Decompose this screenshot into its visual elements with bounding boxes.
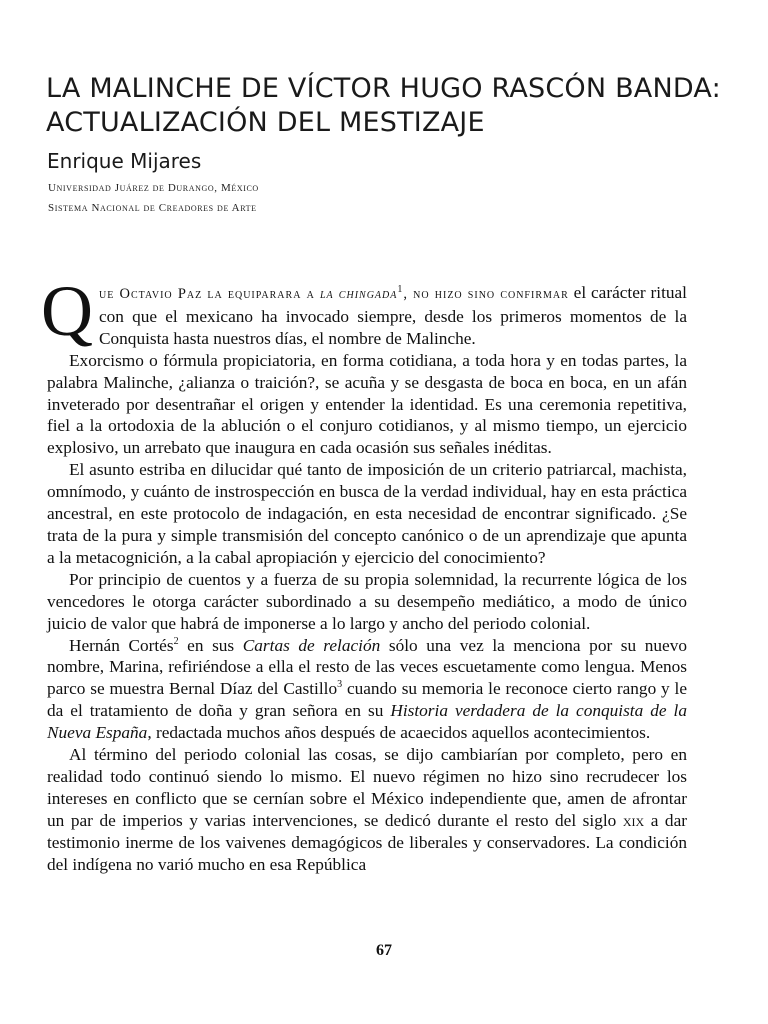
paragraph-1 — [41, 271, 687, 351]
article-title — [46, 72, 736, 140]
article-body — [41, 271, 688, 875]
paragraph-5: Hernán Cortés$^2$ en sus Cartas de relación sólo una vez la menciona por su nuevo nombre, Marina, refiriéndose a ella el resto de las veces escuetamente como lengua. Menos parco se muestra Bernal Díaz del Castillo$^3$ cuando su memoria le reconoce cierto rango y le da el tratamiento de doña y gran señora en su Historia verdadera de la conquista de la Nueva España, redactada muchos años después de acaecidos aquellos acontecimientos. — [47, 635, 688, 743]
footnote-ref-3[interactable]: 3 — [337, 679, 343, 691]
drop-cap: Q — [41, 271, 93, 351]
affiliation-sistema: Sistema Nacional de Creadores de Arte — [48, 202, 257, 214]
paragraph-3: El asunto estriba en dilucidar qué tanto de imposición de un criterio patriarcal, machista, omnímodo, y cuánto de instrospección en busca de la verdad individual, hay en esta práctica ancestral, en este protocolo de indagación, en esta necesidad de encontrar significado. ¿Se trata de la pura y simple transmisión del concepto canónico o de un aprendizaje que apunta a la metacognición, a la cabal apropiación y ejercicio del conocimiento? — [47, 460, 687, 567]
page-number: 67 — [376, 942, 392, 959]
footnote-ref-2[interactable]: 2 — [173, 635, 179, 647]
title-line-1: LA MALINCHE DE VÍCTOR HUGO RASCÓN BANDA: — [46, 73, 721, 104]
lead-in-italic: la chingada — [319, 286, 398, 302]
paragraph-6: Al término del periodo colonial las cosas, se dijo cambiarían por completo, pero en realidad todo continuó siendo lo mismo. El nuevo régimen no hizo sino recrudecer los intereses en conflicto que se cernían sobre el México independiente que, amen de afrontar un par de imperios y varias intervenciones, se dedicó durante el resto del siglo xix a dar testimonio inerme de los vaivenes demagógicos de liberales y conservadores. La condición del indígena no varió mucho en esa República — [47, 745, 687, 874]
paragraph-2: Exorcismo o fórmula propiciatoria, en forma cotidiana, a toda hora y en todas partes, la palabra Malinche, ¿alianza o traición?, se acuña y se desgasta de boca en boca, en un afán inveterado por desentrañar el origen y entender la identidad. Es una ceremonia repetitiva, fiel a la ortodoxia de la ablución o el conjuro cotidianos, y al mismo tiempo, un ejercicio explosivo, un arrebato que inaugura en cada ocasión sus señales inéditas. — [47, 350, 687, 458]
work-title-historia: Historia verdadera de la conquista de la Nueva España — [47, 701, 687, 743]
paragraph-1-rest: el carácter ritual con que el mexicano ha invocado siempre, desde los primeros momentos de la Conquista hasta nuestros días, el nombre de Malinche. — [99, 283, 687, 348]
work-title-cartas: Cartas de relación — [242, 635, 381, 655]
paragraph-4: Por principio de cuentos y a fuerza de su propia solemnidad, la recurrente lógica de los vencedores le otorga carácter subordinado a su desempeño mediático, a modo de único juicio de valor que habrá de imponerse a lo largo y ancho del periodo colonial. — [47, 569, 687, 633]
footnote-ref-1[interactable]: 1 — [397, 284, 404, 296]
title-line-2: ACTUALIZACIÓN DEL MESTIZAJE — [46, 107, 485, 138]
affiliation-university: Universidad Juárez de Durango, México — [48, 182, 259, 194]
lead-in: ue Octavio Paz la equiparara a la chingada$^1$, no hizo sino confirmar — [99, 284, 569, 302]
century-numeral: xix — [622, 810, 645, 830]
author-name: Enrique Mijares — [47, 149, 202, 173]
